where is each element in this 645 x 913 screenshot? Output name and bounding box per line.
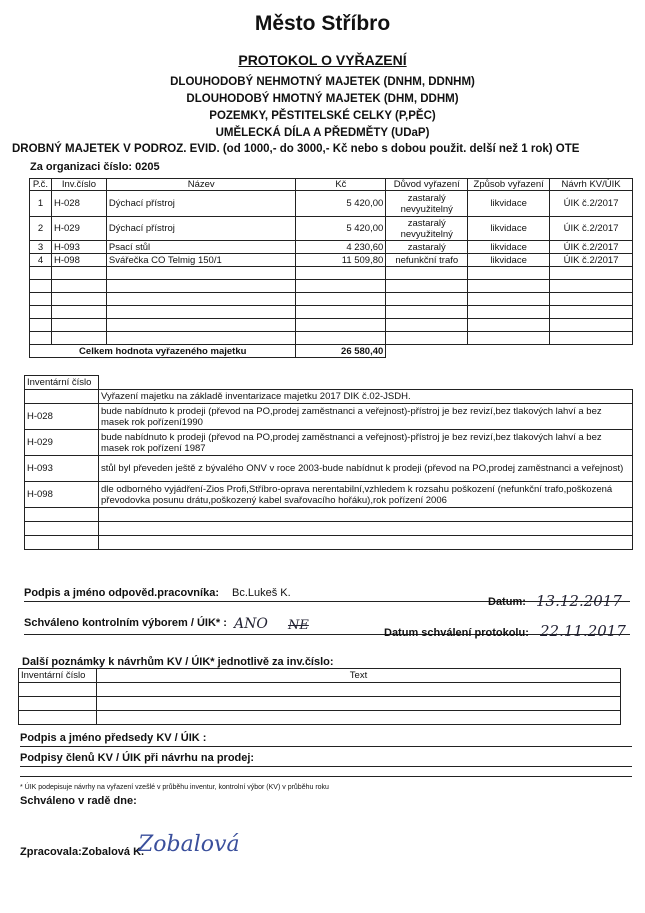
notes-inv: H-093 <box>25 456 99 482</box>
cell-inv: H-093 <box>51 241 106 254</box>
total-row <box>30 345 633 358</box>
cell-navrh: ÚIK č.2/2017 <box>550 217 633 241</box>
further-notes-label: Další poznámky k návrhům KV / ÚIK* jednotlivě za inv.číslo: <box>22 656 334 668</box>
empty-row <box>30 293 633 306</box>
further-col-inv: Inventární číslo <box>19 669 97 683</box>
assets-table <box>29 178 633 358</box>
notes-header-row <box>25 376 633 390</box>
further-header-row <box>19 669 621 683</box>
empty-row <box>30 332 633 345</box>
cell-nazev: Dýchací přístroj <box>106 217 296 241</box>
notes-header: Inventární číslo <box>25 376 99 390</box>
category-line-2: DLOUHODOBÝ HMOTNÝ MAJETEK (DHM, DDHM) <box>186 93 459 105</box>
empty-row <box>30 306 633 319</box>
table-row <box>30 241 633 254</box>
empty-row <box>30 319 633 332</box>
members-signature-label: Podpisy členů KV / ÚIK při návrhu na prodej: <box>20 752 255 764</box>
empty-row <box>25 536 633 550</box>
col-header: Důvod vyřazení <box>386 179 468 191</box>
notes-inv: H-029 <box>25 430 99 456</box>
further-notes-table <box>18 668 621 725</box>
col-header: P.č. <box>30 179 52 191</box>
notes-intro: Vyřazení majetku na základě inventarizace majetku 2017 DIK č.02-JSDH. <box>99 390 633 404</box>
cell-duvod: zastaralý nevyužitelný <box>386 191 468 217</box>
cell-nazev: Svářečka CO Telmig 150/1 <box>106 254 296 267</box>
cell-pc: 1 <box>30 191 52 217</box>
col-header: Způsob vyřazení <box>468 179 550 191</box>
cell-kc: 4 230,60 <box>296 241 386 254</box>
empty-row <box>19 711 621 725</box>
prepared-by: Zpracovala:Zobalová K. <box>20 846 145 858</box>
col-header: Kč <box>296 179 386 191</box>
cell-pc: 4 <box>30 254 52 267</box>
approval-date-label: Datum schválení protokolu: <box>384 627 529 639</box>
table-row <box>30 217 633 241</box>
cell-inv: H-098 <box>51 254 106 267</box>
protocol-title: PROTOKOL O VYŘAZENÍ <box>238 52 407 68</box>
notes-text: stůl byl převeden ještě z bývalého ONV v roce 2003-bude nabídnut k prodeji (převod na PO,prodej zaměstnanci a veřejnost) <box>99 456 633 482</box>
cell-navrh: ÚIK č.2/2017 <box>550 241 633 254</box>
cell-nazev: Psací stůl <box>106 241 296 254</box>
cell-pc: 3 <box>30 241 52 254</box>
cell-inv: H-029 <box>51 217 106 241</box>
cell-kc: 5 420,00 <box>296 217 386 241</box>
city-title: Město Stříbro <box>254 12 391 35</box>
empty-row <box>25 522 633 536</box>
category-line-4: UMĚLECKÁ DÍLA A PŘEDMĚTY (UDaP) <box>215 127 430 139</box>
cell-kc: 11 509,80 <box>296 254 386 267</box>
empty-row <box>19 697 621 711</box>
table-row <box>30 254 633 267</box>
responsible-name: Bc.Lukeš K. <box>232 587 291 599</box>
col-header: Inv.číslo <box>51 179 106 191</box>
table-header-row <box>30 179 633 191</box>
date-label: Datum: <box>488 596 526 608</box>
notes-text: bude nabídnuto k prodeji (převod na PO,prodej zaměstnanci a veřejnost)-přístroj je bez revizí,bez tlakových lahví a bez masek rok pořízení1990 <box>99 404 633 430</box>
total-label: Celkem hodnota vyřazeného majetku <box>30 345 296 358</box>
handwritten-signature: Zobalová <box>138 832 240 857</box>
notes-inv: H-028 <box>25 404 99 430</box>
cell-pc: 2 <box>30 217 52 241</box>
notes-inv: H-098 <box>25 482 99 508</box>
cell-zpusob: likvidace <box>468 217 550 241</box>
notes-text: bude nabídnuto k prodeji (převod na PO,prodej zaměstnanci a veřejnost)-přístroj je bez revizí,bez tlakových lahví a bez masek rok pořízení 1987 <box>99 430 633 456</box>
category-line-5: DROBNÝ MAJETEK V PODROZ. EVID. (od 1000,- do 3000,- Kč nebo s dobou použit. delší než 1 rok) OTE <box>12 143 580 155</box>
cell-duvod: zastaralý nevyužitelný <box>386 217 468 241</box>
approval-date-value: 22.11.2017 <box>540 622 626 640</box>
cell-zpusob: likvidace <box>468 254 550 267</box>
empty-row <box>30 267 633 280</box>
date-value: 13.12.2017 <box>536 592 622 610</box>
cell-zpusob: likvidace <box>468 241 550 254</box>
empty-row <box>19 683 621 697</box>
table-row <box>25 482 633 508</box>
col-header: Návrh KV/ÚIK <box>550 179 633 191</box>
cell-duvod: nefunkční trafo <box>386 254 468 267</box>
cell-nazev: Dýchací přístroj <box>106 191 296 217</box>
footnote: * ÚIK podepisuje návrhy na vyřazení vzešlé v průběhu inventur, kontrolní výbor (KV) v průběhu roku <box>20 784 329 791</box>
category-line-3: POZEMKY, PĚSTITELSKÉ CELKY (P,PĚC) <box>209 110 436 122</box>
empty-row <box>25 508 633 522</box>
approved-label: Schváleno kontrolním výborem / ÚIK* : <box>24 617 227 629</box>
table-row <box>25 430 633 456</box>
approved-yes: ANO <box>234 616 268 632</box>
empty-row <box>30 280 633 293</box>
cell-kc: 5 420,00 <box>296 191 386 217</box>
approved-no: NE <box>288 618 309 633</box>
col-header: Název <box>106 179 296 191</box>
category-line-1: DLOUHODOBÝ NEHMOTNÝ MAJETEK (DNHM, DDNHM) <box>170 76 475 88</box>
cell-navrh: ÚIK č.2/2017 <box>550 191 633 217</box>
notes-text: dle odborného vyjádření-Zios Profi,Stříbro-oprava nerentabilní,vzhledem k rozsahu poškození (nefunkční trafo,poškozená převodovka posunu drátu,poškozený kabel svařovacího hořáku),rok pořízení 2006 <box>99 482 633 508</box>
responsible-label: Podpis a jméno odpověd.pracovníka: <box>24 587 219 599</box>
cell-inv: H-028 <box>51 191 106 217</box>
notes-table <box>24 375 633 550</box>
notes-intro-row <box>25 390 633 404</box>
table-row <box>25 456 633 482</box>
further-col-text: Text <box>97 669 621 683</box>
cell-navrh: ÚIK č.2/2017 <box>550 254 633 267</box>
chair-signature-label: Podpis a jméno předsedy KV / ÚIK : <box>20 732 207 744</box>
table-row <box>30 191 633 217</box>
organization-number: Za organizaci číslo: 0205 <box>30 161 160 173</box>
total-value: 26 580,40 <box>296 345 386 358</box>
table-row <box>25 404 633 430</box>
cell-duvod: zastaralý <box>386 241 468 254</box>
cell-zpusob: likvidace <box>468 191 550 217</box>
council-approval-label: Schváleno v radě dne: <box>20 795 137 807</box>
